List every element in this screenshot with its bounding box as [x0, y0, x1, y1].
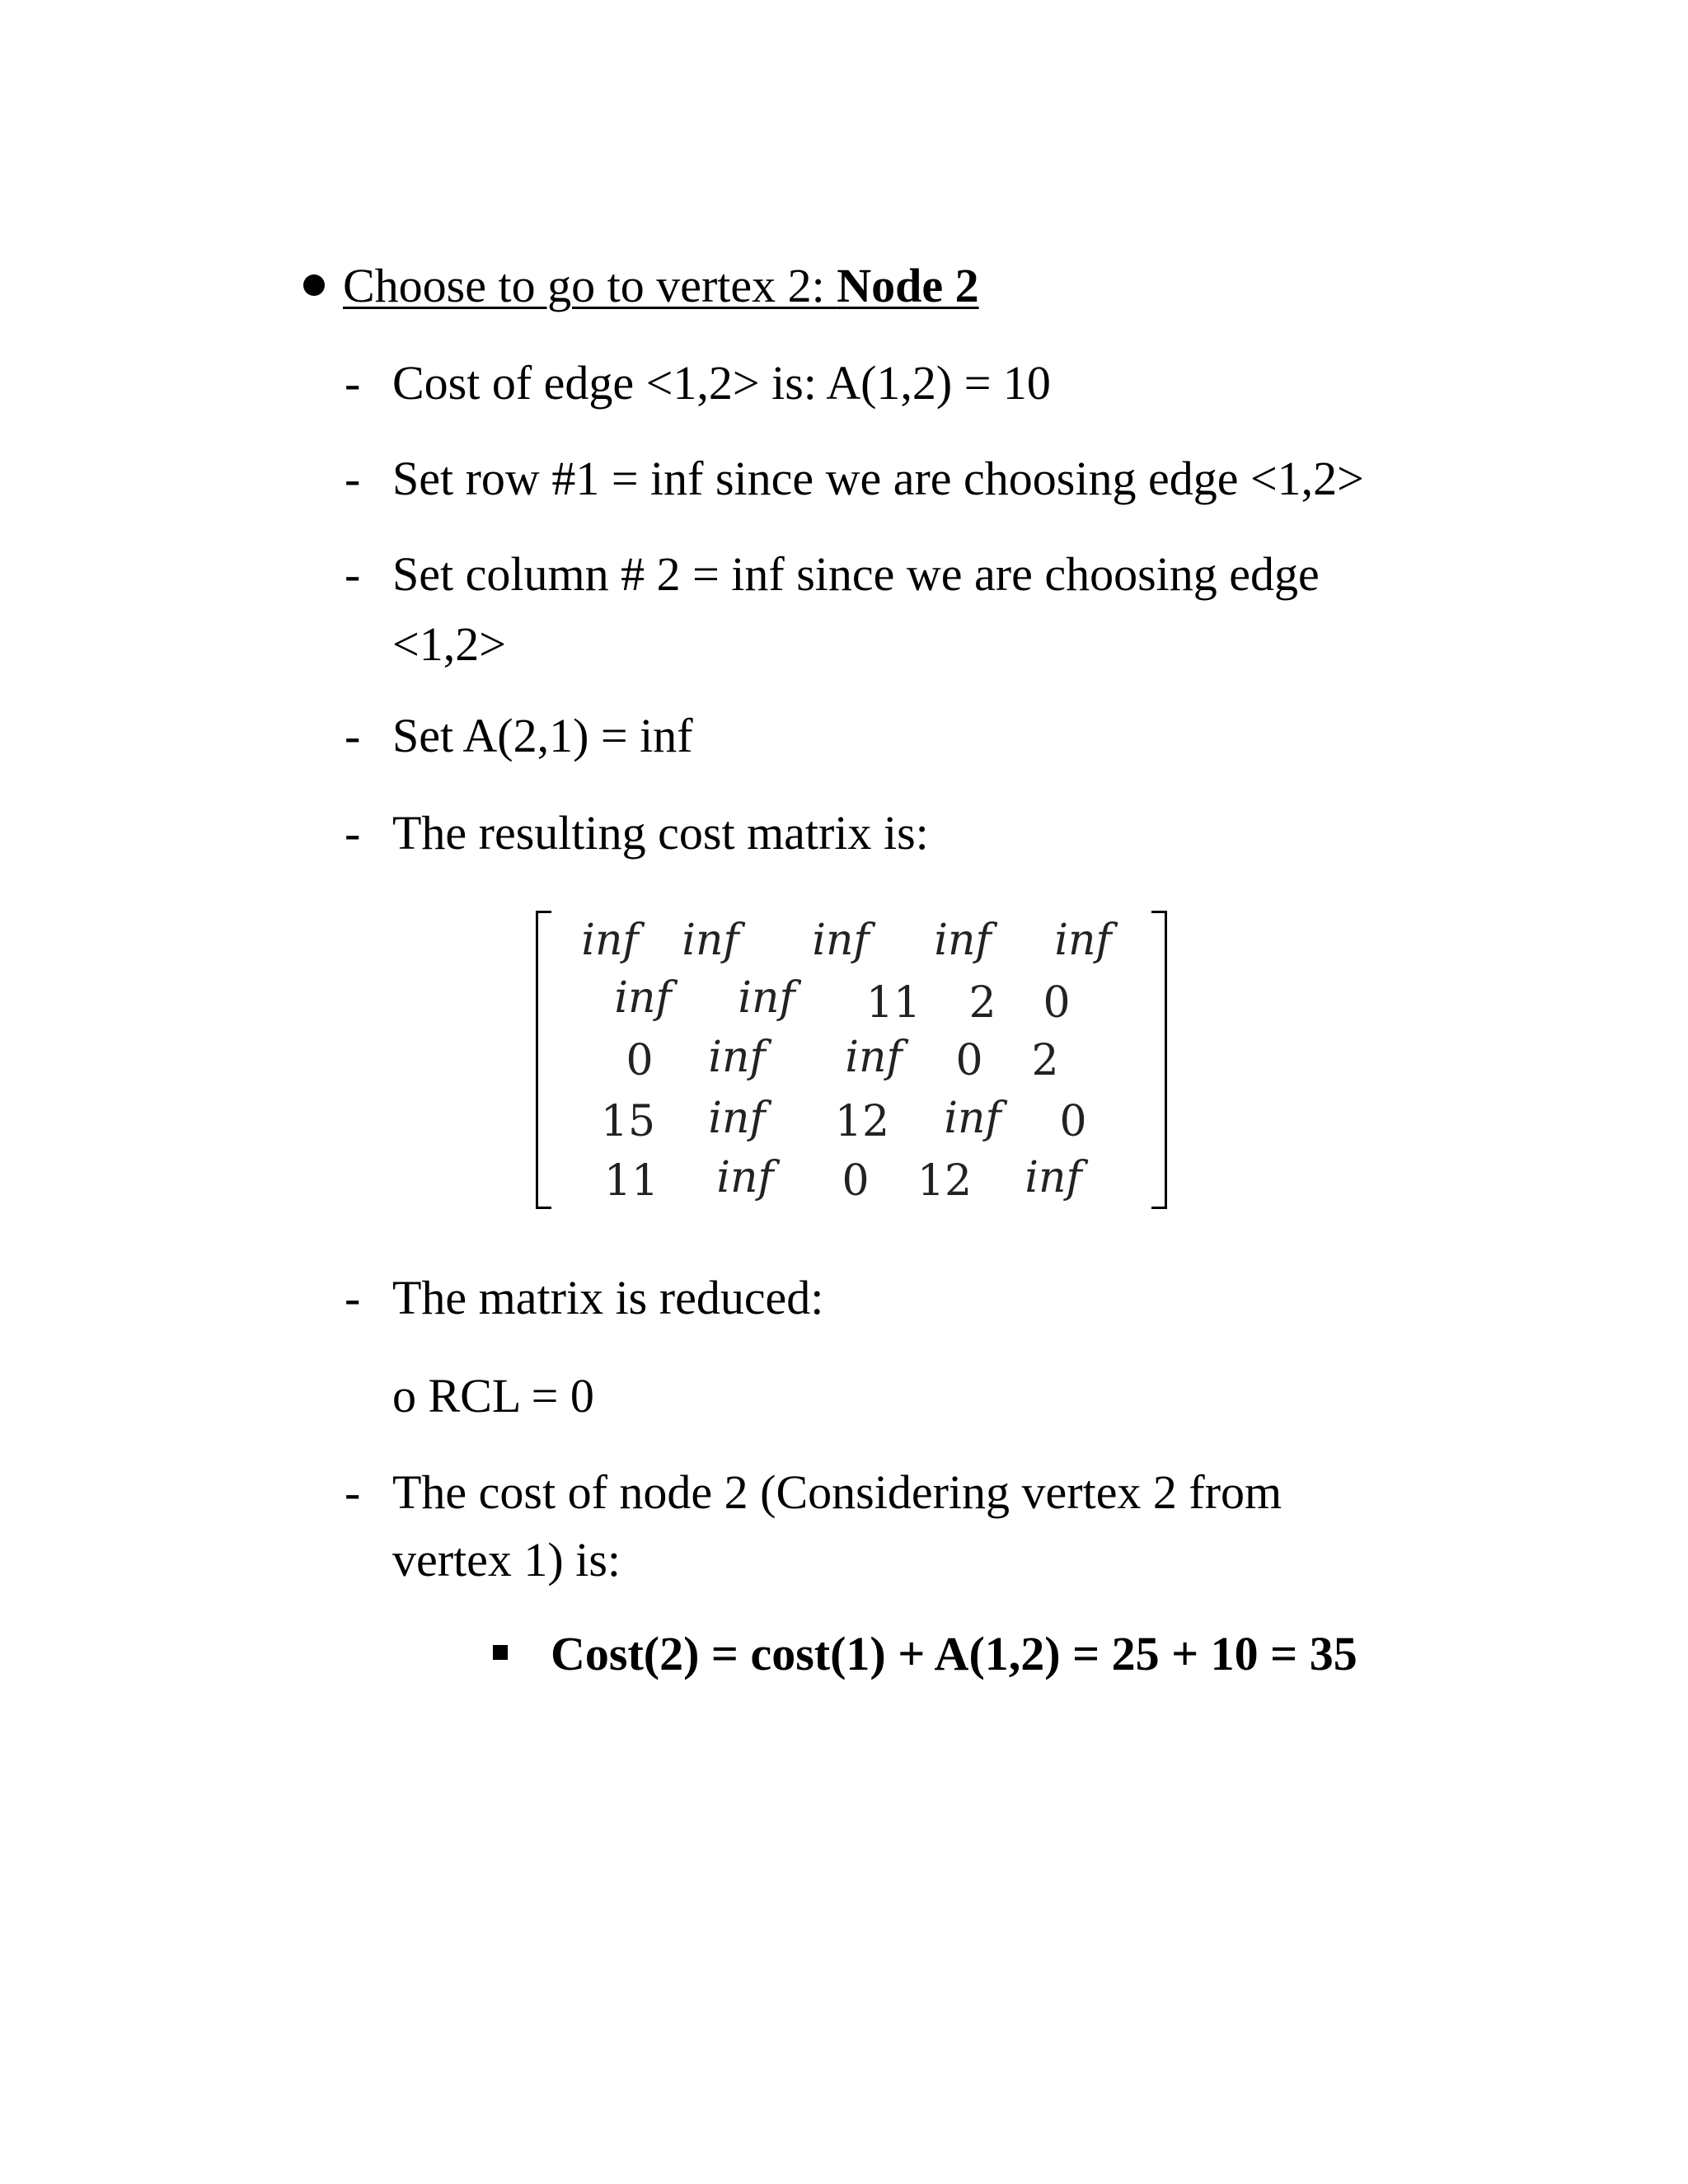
item-resulting-matrix: The resulting cost matrix is:	[392, 806, 929, 860]
matrix-cell: inf	[716, 1153, 774, 1202]
matrix-cell: inf	[944, 1094, 1001, 1143]
heading-node-label: Node 2	[837, 259, 979, 312]
matrix-cell: 2	[1031, 1036, 1059, 1085]
matrix-cell: inf	[1025, 1153, 1082, 1202]
dash-marker: -	[345, 356, 361, 410]
dash-marker: -	[345, 452, 361, 505]
heading-prefix: Choose to go to vertex 2:	[343, 259, 837, 312]
item-set-a21: Set A(2,1) = inf	[392, 709, 693, 762]
matrix-right-bracket	[1151, 911, 1167, 1209]
item-node-cost-cont: vertex 1) is:	[392, 1533, 621, 1586]
matrix-cell: 11	[603, 1156, 659, 1206]
square-bullet-icon	[493, 1645, 508, 1660]
cost-matrix	[536, 911, 1167, 1207]
dash-marker: -	[345, 709, 361, 762]
bullet-dot-icon	[303, 274, 325, 296]
matrix-cell: inf	[708, 1094, 766, 1143]
dash-marker: -	[345, 1465, 361, 1519]
matrix-cell: inf	[738, 973, 795, 1023]
matrix-cell: 12	[917, 1156, 973, 1206]
item-set-column-cont: <1,2>	[392, 617, 506, 671]
dash-marker: -	[345, 806, 361, 860]
matrix-cell: 0	[955, 1036, 983, 1085]
matrix-cell: inf	[581, 916, 639, 965]
dash-marker: -	[345, 547, 361, 601]
dash-marker: -	[345, 1271, 361, 1324]
matrix-cell: inf	[845, 1033, 903, 1082]
item-set-column: Set column # 2 = inf since we are choosing edge	[392, 547, 1320, 601]
matrix-cell: inf	[812, 916, 870, 965]
item-matrix-reduced: The matrix is reduced:	[392, 1271, 824, 1324]
item-set-row: Set row #1 = inf since we are choosing edge <1,2>	[392, 452, 1364, 505]
matrix-cell: inf	[682, 916, 739, 965]
matrix-cell: 11	[865, 978, 921, 1028]
cost-formula: Cost(2) = cost(1) + A(1,2) = 25 + 10 = 35	[551, 1627, 1357, 1680]
matrix-cell: inf	[934, 916, 992, 965]
section-heading	[343, 259, 979, 312]
matrix-cell: inf	[614, 973, 672, 1023]
matrix-cell: inf	[708, 1033, 766, 1082]
item-edge-cost: Cost of edge <1,2> is: A(1,2) = 10	[392, 356, 1051, 410]
matrix-cell: 12	[834, 1097, 890, 1146]
matrix-cell: 2	[968, 978, 996, 1028]
item-node-cost: The cost of node 2 (Considering vertex 2 from	[392, 1465, 1282, 1519]
matrix-cell: 0	[626, 1036, 654, 1085]
matrix-cell: 0	[1043, 978, 1071, 1028]
matrix-left-bracket	[536, 911, 551, 1209]
matrix-cell: 0	[842, 1156, 870, 1206]
matrix-cell: 15	[600, 1097, 656, 1146]
matrix-cell: 0	[1059, 1097, 1087, 1146]
matrix-cell: inf	[1054, 916, 1112, 965]
rcl-line: o RCL = 0	[392, 1369, 594, 1422]
